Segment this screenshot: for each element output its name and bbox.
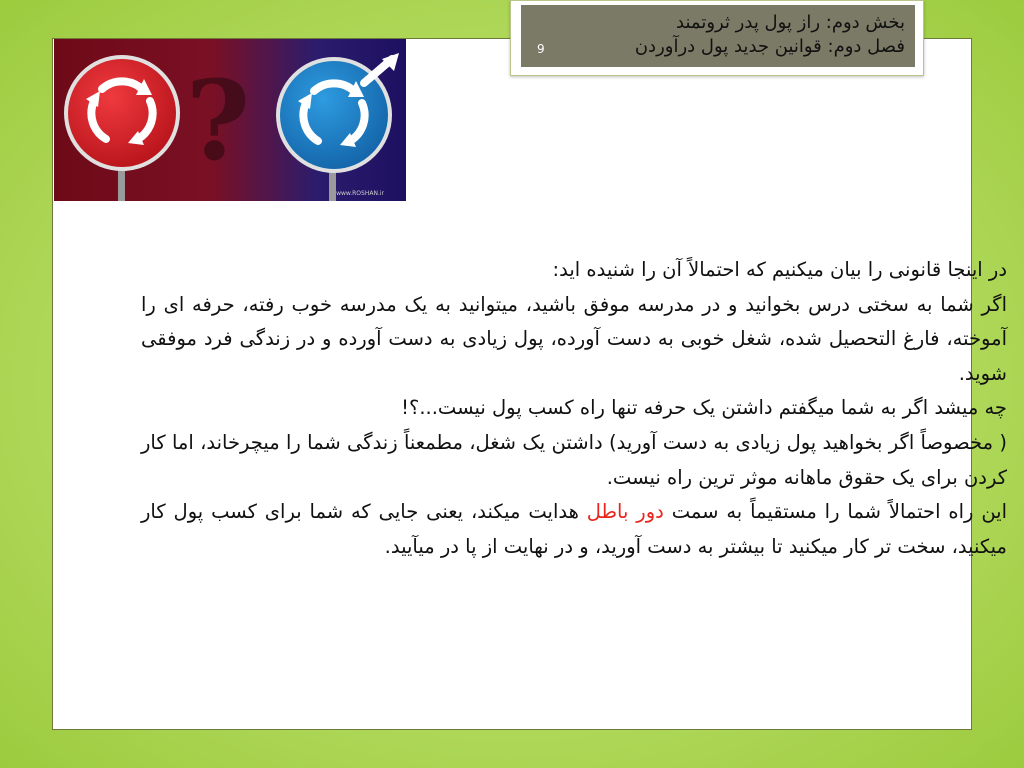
paragraph-text-start: این راه احتمالاً شما را مستقیماً به سمت xyxy=(663,500,1008,524)
chapter-title: فصل دوم: قوانین جدید پول درآوردن xyxy=(634,36,905,57)
slide-title-panel xyxy=(521,5,915,67)
paragraph-school-rule: اگر شما به سختی درس بخوانید و در مدرسه موفق باشید، میتوانید به یک مدرسه خوب رفته، حرفه ای را آموخته، فارغ التحصیل شده، شغل خوبی به دست آورده، پول زیادی به دست آورده و در زندگی فرد موفقی شوید. xyxy=(141,292,1007,385)
slide-content-area xyxy=(52,38,1008,730)
paragraph-job: ( مخصوصاً اگر بخواهید پول زیادی به دست آورید) داشتن یک شغل، مطمعناً زندگی شما را میچرخاند، اما کار کردن برای یک حقوق ماهانه موثر ترین راه نیست. xyxy=(141,430,1007,489)
slide-title-box xyxy=(510,0,924,76)
slide-body-text xyxy=(141,253,1007,564)
section-title: بخش دوم: راز پول پدر ثروتمند xyxy=(676,12,905,33)
paragraph-question: چه میشد اگر به شما میگفتم داشتن یک حرفه تنها راه کسب پول نیست...؟! xyxy=(401,396,1007,420)
paragraph-text-end: هدایت میکند، یعنی جایی که شما برای کسب پول کار میکنید، سخت تر کار میکنید تا بیشتر به دست آورید، و در نهایت از پا در میآیید. xyxy=(141,500,1007,558)
paragraph-intro: در اینجا قانونی را بیان میکنیم که احتمالاً آن را شنیده اید: xyxy=(552,258,1007,281)
svg-text:?: ? xyxy=(185,56,251,185)
roundabout-signs-image xyxy=(54,39,406,201)
highlight-vicious-circle: دور باطل xyxy=(586,500,664,524)
image-watermark: www.ROSHAN.ir xyxy=(336,190,384,197)
page-number: 9 xyxy=(537,42,545,56)
paragraph-vicious-circle xyxy=(141,495,1007,564)
